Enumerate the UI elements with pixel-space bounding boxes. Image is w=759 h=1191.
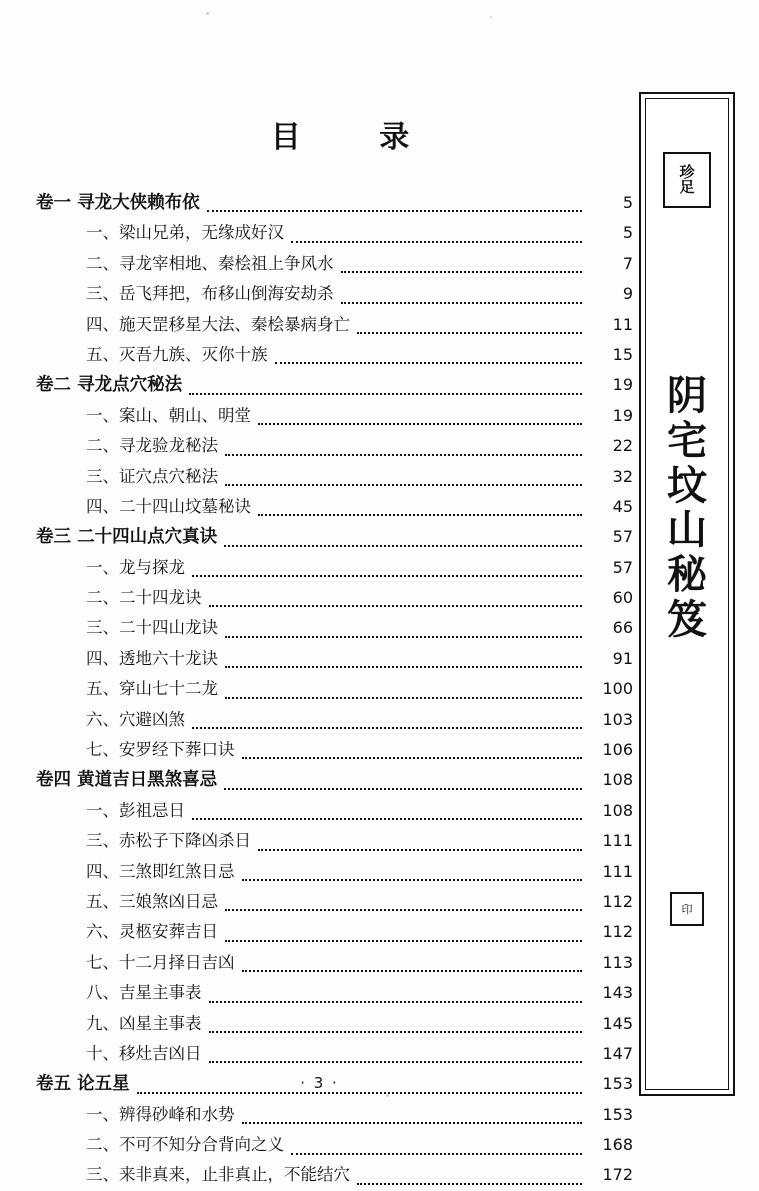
toc-leader-dots (357, 1182, 582, 1185)
toc-entry-row[interactable] (30, 401, 635, 431)
toc-volume-row[interactable] (30, 188, 635, 218)
toc-entry-row[interactable] (30, 796, 635, 826)
toc-entry-label: 六、灵柩安葬吉日 (86, 922, 218, 942)
toc-entry-page-number: 111 (602, 831, 633, 851)
toc-entry-label: 二、寻龙验龙秘法 (86, 436, 218, 456)
toc-entry-page-number: 106 (602, 740, 633, 760)
toc-entry-row[interactable] (30, 978, 635, 1008)
toc-entry-label: 三、赤松子下降凶杀日 (86, 831, 251, 851)
toc-leader-dots (224, 787, 582, 790)
toc-entry-row[interactable] (30, 249, 635, 279)
toc-leader-dots (258, 848, 582, 851)
toc-entry-label: 三、来非真来，止非真止，不能结穴 (86, 1165, 350, 1185)
toc-entry-page-number: 15 (612, 344, 633, 364)
toc-entry-page-number: 19 (612, 375, 633, 395)
toc-leader-dots (258, 422, 582, 425)
toc-entry-row[interactable] (30, 492, 635, 522)
toc-entry-page-number: 103 (602, 709, 633, 729)
toc-leader-dots (189, 392, 582, 395)
toc-entry-row[interactable] (30, 613, 635, 643)
toc-entry-row[interactable] (30, 553, 635, 583)
toc-entry-row[interactable] (30, 917, 635, 947)
toc-leader-dots (192, 574, 582, 577)
toc-leader-dots (225, 665, 582, 668)
scan-speck (490, 16, 492, 18)
toc-entry-row[interactable] (30, 644, 635, 674)
toc-entry-row[interactable] (30, 826, 635, 856)
toc-entry-row[interactable] (30, 310, 635, 340)
toc-entry-label: 九、凶星主事表 (86, 1013, 202, 1033)
toc-entry-row[interactable] (30, 1130, 635, 1160)
toc-entry-label: 一、龙与探龙 (86, 557, 185, 577)
scan-speck (386, 1094, 389, 1097)
toc-entry-label: 五、三娘煞凶日忌 (86, 891, 218, 911)
toc-leader-dots (242, 969, 583, 972)
toc-entry-label: 三、岳飞拜把，布移山倒海安劫杀 (86, 284, 334, 304)
toc-entry-page-number: 5 (622, 223, 633, 243)
toc-volume-row[interactable] (30, 765, 635, 795)
toc-leader-dots (225, 635, 582, 638)
toc-entry-page-number: 113 (602, 952, 633, 972)
toc-entry-page-number: 172 (602, 1165, 633, 1185)
toc-entry-page-number: 11 (612, 314, 633, 334)
toc-leader-dots (225, 908, 582, 911)
table-of-contents (30, 188, 635, 1191)
toc-leader-dots (242, 756, 583, 759)
toc-entry-page-number: 108 (602, 770, 633, 790)
toc-entry-label: 八、吉星主事表 (86, 983, 202, 1003)
scan-speck (206, 12, 209, 15)
toc-entry-page-number: 22 (612, 436, 633, 456)
toc-entry-page-number: 60 (612, 588, 633, 608)
toc-leader-dots (192, 817, 582, 820)
toc-entry-page-number: 91 (612, 648, 633, 668)
toc-leader-dots (341, 301, 583, 304)
toc-entry-label: 七、十二月择日吉凶 (86, 952, 235, 972)
toc-entry-row[interactable] (30, 705, 635, 735)
toc-leader-dots (225, 696, 582, 699)
toc-entry-label: 二、寻龙宰相地、秦桧祖上争风水 (86, 253, 334, 273)
toc-leader-dots (291, 1152, 582, 1155)
toc-entry-label: 十、移灶吉凶日 (86, 1043, 202, 1063)
toc-entry-row[interactable] (30, 1161, 635, 1191)
toc-entry-page-number: 7 (622, 253, 633, 273)
toc-leader-dots (225, 483, 582, 486)
toc-entry-page-number: 66 (612, 618, 633, 638)
toc-entry-label: 卷三 二十四山点穴真诀 (36, 527, 218, 548)
toc-entry-row[interactable] (30, 340, 635, 370)
book-spine-panel (639, 92, 735, 1096)
spine-char-5: 笈 (667, 595, 707, 643)
toc-entry-label: 卷五 论五星 (36, 1074, 130, 1095)
toc-entry-page-number: 45 (612, 496, 633, 516)
toc-entry-page-number: 19 (612, 405, 633, 425)
toc-entry-row[interactable] (30, 279, 635, 309)
toc-entry-page-number: 153 (602, 1104, 633, 1124)
seal-stamp-bottom-icon: 印 (670, 892, 704, 926)
toc-entry-label: 五、灭吾九族、灭你十族 (86, 344, 268, 364)
toc-entry-label: 四、透地六十龙诀 (86, 648, 218, 668)
toc-entry-page-number: 111 (602, 861, 633, 881)
toc-entry-label: 四、三煞即红煞日忌 (86, 861, 235, 881)
toc-entry-row[interactable] (30, 1039, 635, 1069)
toc-leader-dots (275, 361, 583, 364)
toc-entry-label: 四、施天罡移星大法、秦桧暴病身亡 (86, 314, 350, 334)
spine-char-0: 阴 (667, 372, 707, 419)
folio-page-number: · 3 · (300, 1074, 339, 1092)
toc-entry-label: 三、证穴点穴秘法 (86, 466, 218, 486)
toc-leader-dots (357, 331, 582, 334)
toc-entry-label: 卷二 寻龙点穴秘法 (36, 375, 183, 396)
toc-entry-label: 二、二十四龙诀 (86, 588, 202, 608)
toc-entry-page-number: 112 (602, 891, 633, 911)
toc-leader-dots (341, 270, 583, 273)
toc-entry-label: 二、不可不知分合背向之义 (86, 1135, 284, 1155)
toc-entry-row[interactable] (30, 674, 635, 704)
toc-leader-dots (209, 1030, 583, 1033)
toc-leader-dots (224, 544, 582, 547)
toc-entry-label: 一、辨得砂峰和水势 (86, 1104, 235, 1124)
toc-leader-dots (291, 240, 582, 243)
toc-entry-row[interactable] (30, 887, 635, 917)
toc-volume-row[interactable] (30, 370, 635, 400)
toc-entry-page-number: 108 (602, 800, 633, 820)
toc-entry-page-number: 32 (612, 466, 633, 486)
toc-entry-label: 一、案山、朝山、明堂 (86, 405, 251, 425)
toc-entry-row[interactable] (30, 857, 635, 887)
toc-entry-row[interactable] (30, 1100, 635, 1130)
toc-leader-dots (209, 604, 583, 607)
spine-char-3: 山 (667, 506, 707, 554)
toc-entry-row[interactable] (30, 948, 635, 978)
toc-entry-label: 五、穿山七十二龙 (86, 679, 218, 699)
toc-leader-dots (225, 939, 582, 942)
toc-volume-row[interactable] (30, 522, 635, 552)
toc-entry-page-number: 147 (602, 1043, 633, 1063)
toc-entry-label: 卷一 寻龙大侠赖布依 (36, 192, 200, 213)
toc-leader-dots (192, 726, 582, 729)
toc-entry-row[interactable] (30, 583, 635, 613)
toc-entry-label: 四、二十四山坟墓秘诀 (86, 496, 251, 516)
toc-entry-page-number: 168 (602, 1135, 633, 1155)
seal-stamp-top-icon (663, 152, 711, 208)
toc-entry-page-number: 143 (602, 983, 633, 1003)
toc-entry-page-number: 57 (612, 557, 633, 577)
toc-entry-label: 一、彭祖忌日 (86, 800, 185, 820)
toc-entry-page-number: 57 (612, 527, 633, 547)
toc-entry-page-number: 153 (602, 1074, 633, 1094)
toc-entry-row[interactable] (30, 1009, 635, 1039)
spine-char-1: 宅 (667, 416, 707, 464)
toc-leader-dots (258, 513, 582, 516)
spine-title (641, 374, 733, 643)
toc-entry-page-number: 9 (622, 284, 633, 304)
toc-leader-dots (209, 1000, 583, 1003)
toc-entry-label: 七、安罗经下葬口诀 (86, 740, 235, 760)
toc-leader-dots (242, 1121, 583, 1124)
toc-entry-label: 六、穴避凶煞 (86, 709, 185, 729)
toc-leader-dots (225, 453, 582, 456)
spine-char-4: 秘 (667, 551, 707, 599)
toc-leader-dots (207, 209, 582, 212)
toc-entry-row[interactable] (30, 218, 635, 248)
toc-leader-dots (209, 1060, 583, 1063)
toc-entry-label: 一、梁山兄弟，无缘成好汉 (86, 223, 284, 243)
toc-entry-page-number: 112 (602, 922, 633, 942)
seal-char-2: 足 (679, 178, 695, 196)
toc-entry-page-number: 145 (602, 1013, 633, 1033)
toc-leader-dots (242, 878, 583, 881)
toc-entry-page-number: 5 (622, 192, 633, 212)
toc-entry-label: 三、二十四山龙诀 (86, 618, 218, 638)
toc-entry-page-number: 100 (602, 679, 633, 699)
toc-entry-row[interactable] (30, 431, 635, 461)
seal-char-1: 珍 (679, 163, 695, 181)
toc-entry-row[interactable] (30, 735, 635, 765)
toc-entry-row[interactable] (30, 462, 635, 492)
spine-char-2: 坟 (667, 461, 707, 509)
page-title: 目 录 (270, 120, 444, 155)
toc-entry-label: 卷四 黄道吉日黑煞喜忌 (36, 770, 218, 791)
